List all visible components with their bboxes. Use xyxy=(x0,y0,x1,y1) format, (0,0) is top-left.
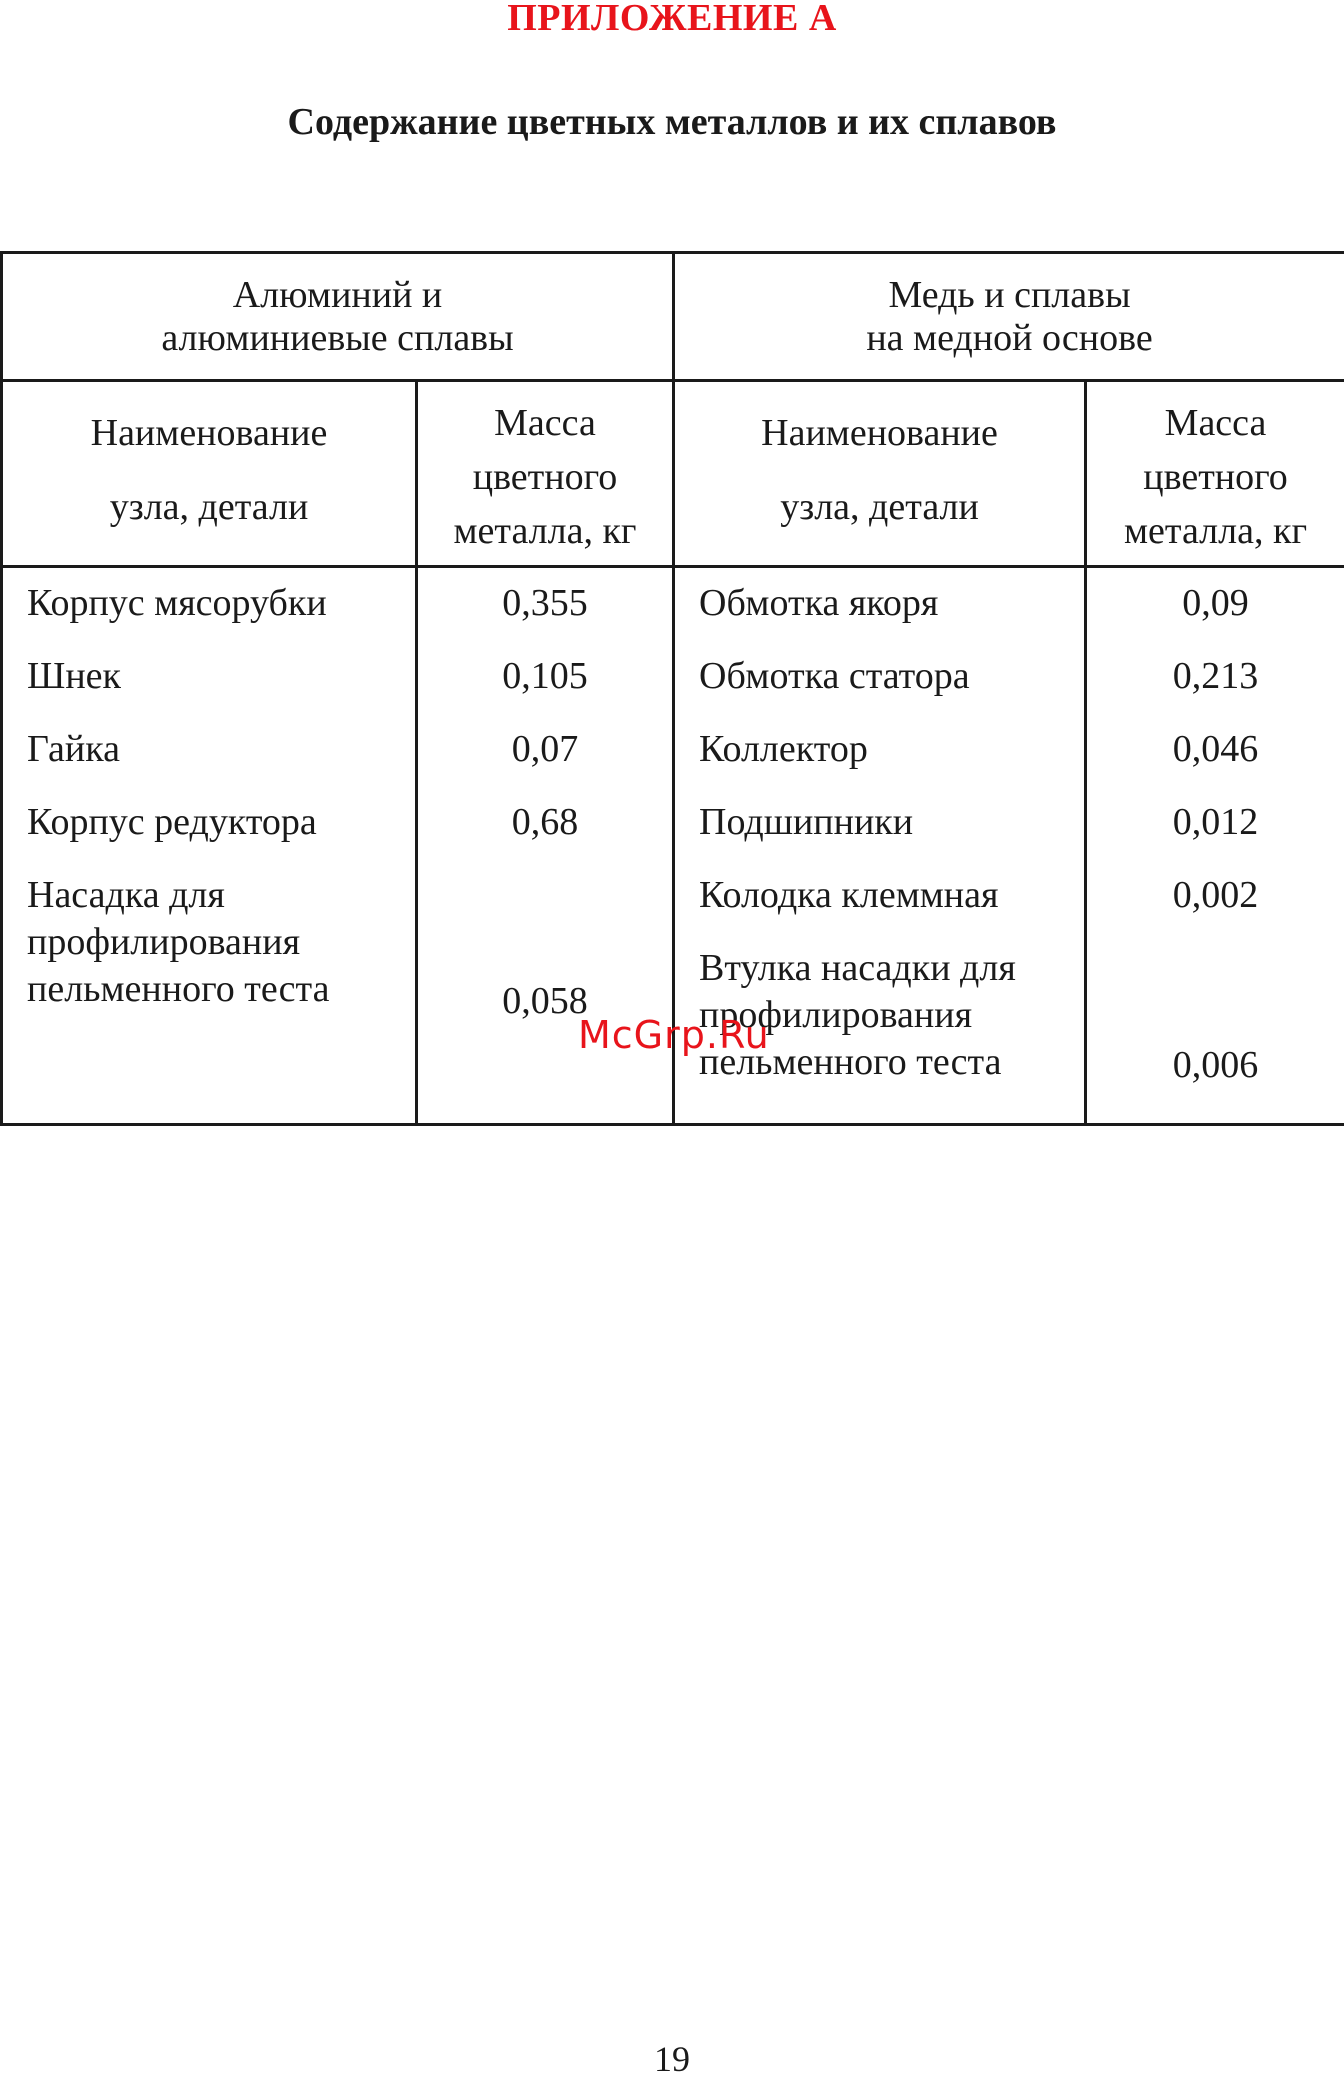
table-row xyxy=(27,726,407,773)
part-name: Корпус редуктора xyxy=(27,799,407,846)
part-name: Насадка для xyxy=(27,872,407,919)
part-name: Подшипники xyxy=(699,799,1076,846)
page-number: 19 xyxy=(0,2038,1344,2080)
colhead-name-line1: Наименование xyxy=(675,396,1084,470)
colhead-mass-line3: металла, кг xyxy=(1087,504,1344,558)
table-row xyxy=(27,580,407,627)
mass-value: 0,213 xyxy=(1087,653,1344,700)
column-header-row xyxy=(2,381,1344,567)
table-row xyxy=(27,872,407,1013)
colhead-mass-line2: цветного xyxy=(418,450,672,504)
table-row xyxy=(27,799,407,846)
part-name: Колодка клеммная xyxy=(699,872,1076,919)
copper-masses-cell xyxy=(1086,567,1344,1125)
group-header-row xyxy=(2,253,1344,381)
table-row xyxy=(27,653,407,700)
colhead-mass-line1: Масса xyxy=(418,396,672,450)
part-name: Обмотка статора xyxy=(699,653,1076,700)
aluminum-names-cell xyxy=(2,567,417,1125)
mass-value: 0,105 xyxy=(418,653,672,700)
group-copper xyxy=(674,253,1344,381)
mass-value: 0,046 xyxy=(1087,726,1344,773)
colhead-mass-line3: металла, кг xyxy=(418,504,672,558)
table-row xyxy=(699,726,1076,773)
watermark: McGrp.Ru xyxy=(578,1013,770,1057)
colhead-mass-aluminum xyxy=(417,381,674,567)
mass-value: 0,006 xyxy=(1087,1042,1344,1089)
part-name: Гайка xyxy=(27,726,407,773)
part-name: профилирования xyxy=(699,992,1076,1039)
mass-value: 0,012 xyxy=(1087,799,1344,846)
table-row xyxy=(699,799,1076,846)
group-aluminum xyxy=(2,253,674,381)
colhead-mass-line1: Масса xyxy=(1087,396,1344,450)
group-copper-line2: на медной основе xyxy=(675,317,1344,360)
table-row xyxy=(699,653,1076,700)
section-title: Содержание цветных металлов и их сплавов xyxy=(0,100,1344,144)
colhead-name-copper xyxy=(674,381,1086,567)
part-name: пельменного теста xyxy=(27,966,407,1013)
mass-value: 0,07 xyxy=(418,726,672,773)
table-row xyxy=(699,580,1076,627)
group-aluminum-line2: алюминиевые сплавы xyxy=(3,317,672,360)
mass-value: 0,355 xyxy=(418,580,672,627)
part-name: Втулка насадки для xyxy=(699,945,1076,992)
mass-value: 0,058 xyxy=(418,978,672,1025)
part-name: Обмотка якоря xyxy=(699,580,1076,627)
appendix-title: ПРИЛОЖЕНИЕ А xyxy=(0,0,1344,40)
colhead-name-line2: узла, детали xyxy=(3,470,415,544)
part-name: Корпус мясорубки xyxy=(27,580,407,627)
colhead-name-aluminum xyxy=(2,381,417,567)
mass-value: 0,09 xyxy=(1087,580,1344,627)
group-copper-line1: Медь и сплавы xyxy=(675,274,1344,317)
mass-value: 0,68 xyxy=(418,799,672,846)
part-name: Шнек xyxy=(27,653,407,700)
metals-table xyxy=(0,251,1344,1126)
group-aluminum-line1: Алюминий и xyxy=(3,274,672,317)
table-row xyxy=(699,872,1076,919)
part-name: пельменного теста xyxy=(699,1039,1076,1086)
colhead-mass-copper xyxy=(1086,381,1344,567)
part-name: профилирования xyxy=(27,919,407,966)
colhead-mass-line2: цветного xyxy=(1087,450,1344,504)
part-name: Коллектор xyxy=(699,726,1076,773)
colhead-name-line2: узла, детали xyxy=(675,470,1084,544)
mass-value: 0,002 xyxy=(1087,872,1344,919)
colhead-name-line1: Наименование xyxy=(3,396,415,470)
